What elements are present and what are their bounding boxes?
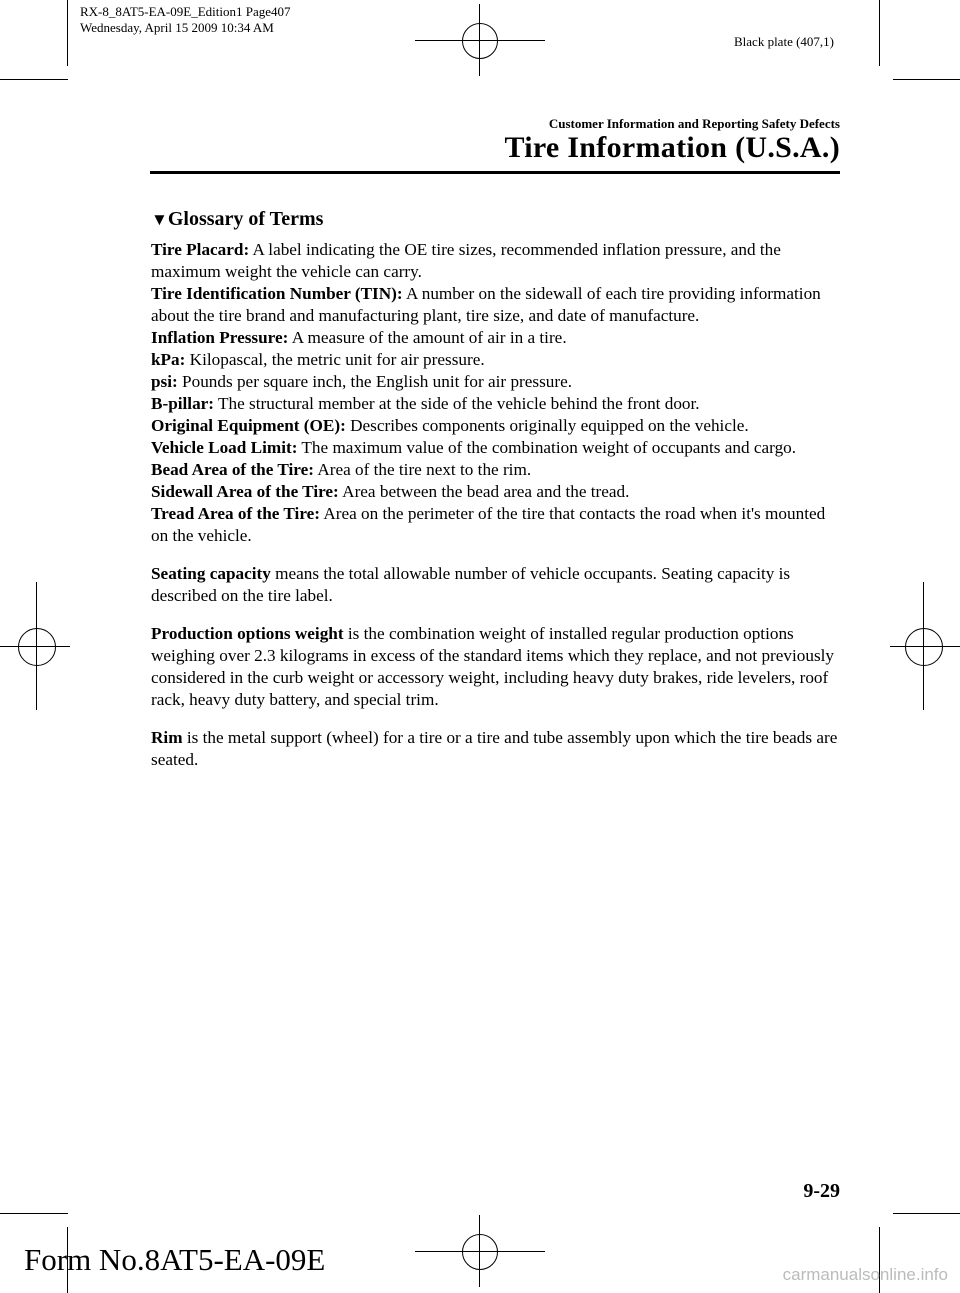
term-label: kPa: <box>151 350 186 369</box>
term-label: Rim <box>151 728 183 747</box>
main-content <box>151 208 841 771</box>
print-header-line1: RX-8_8AT5-EA-09E_Edition1 Page407 <box>80 4 291 19</box>
term-label: psi: <box>151 372 178 391</box>
term-definition: The maximum value of the combination weight of occupants and cargo. <box>301 438 797 457</box>
glossary-entry-tin <box>151 283 841 327</box>
paragraph-seating-capacity <box>151 563 841 607</box>
watermark: carmanualsonline.info <box>782 1265 948 1284</box>
term-definition: Pounds per square inch, the English unit for air pressure. <box>182 372 573 391</box>
page-title: Tire Information (U.S.A.) <box>504 131 840 164</box>
glossary-entry-tire-placard <box>151 239 841 283</box>
term-definition: is the metal support (wheel) for a tire or a tire and tube assembly upon which the tire beads are seated. <box>151 728 838 769</box>
term-definition: Describes components originally equipped on the vehicle. <box>350 416 749 435</box>
glossary-entry-vehicle-load-limit <box>151 437 841 459</box>
term-label: Production options weight <box>151 624 344 643</box>
term-label: B-pillar: <box>151 394 215 413</box>
term-label: Inflation Pressure: <box>151 328 289 347</box>
term-label: Vehicle Load Limit: <box>151 438 298 457</box>
glossary-heading <box>151 208 841 231</box>
term-label: Tread Area of the Tire: <box>151 504 320 523</box>
term-definition: is the combination weight of installed regular production options weighing over 2.3 kilograms in excess of the standard items which they replace, and not previously considered in the curb weight or accessory weight, including heavy duty brakes, ride levelers, roof rack, heavy duty battery, and special trim. <box>151 624 835 709</box>
print-header <box>80 4 291 36</box>
term-definition: Area on the perimeter of the tire that contacts the road when it's mounted on the vehicle. <box>151 504 826 545</box>
term-definition: Area of the tire next to the rim. <box>317 460 532 479</box>
glossary-entry-b-pillar <box>151 393 841 415</box>
glossary-entry-psi <box>151 371 841 393</box>
print-header-line2: Wednesday, April 15 2009 10:34 AM <box>80 20 274 35</box>
term-label: Original Equipment (OE): <box>151 416 346 435</box>
glossary-heading-text: Glossary of Terms <box>167 208 324 230</box>
term-label: Tire Identification Number (TIN): <box>151 284 403 303</box>
glossary-entry-tread-area <box>151 503 841 547</box>
plate-label: Black plate (407,1) <box>734 34 834 49</box>
term-definition: means the total allowable number of vehicle occupants. Seating capacity is described on the tire label. <box>151 564 791 605</box>
term-definition: A measure of the amount of air in a tire. <box>291 328 567 347</box>
page-number: 9-29 <box>803 1180 840 1202</box>
glossary-list <box>151 239 841 547</box>
form-number: Form No.8AT5-EA-09E <box>24 1242 326 1277</box>
glossary-entry-bead-area <box>151 459 841 481</box>
glossary-entry-inflation-pressure <box>151 327 841 349</box>
term-label: Tire Placard: <box>151 240 250 259</box>
header-rule <box>150 171 840 174</box>
term-definition: The structural member at the side of the vehicle behind the front door. <box>218 394 700 413</box>
term-definition: A label indicating the OE tire sizes, recommended inflation pressure, and the maximum weight the vehicle can carry. <box>151 240 781 281</box>
term-label: Sidewall Area of the Tire: <box>151 482 339 501</box>
triangle-down-icon: ▼ <box>151 210 168 229</box>
term-label: Bead Area of the Tire: <box>151 460 314 479</box>
term-definition: A number on the sidewall of each tire providing information about the tire brand and manufacturing plant, tire size, and date of manufacture. <box>151 284 821 325</box>
term-definition: Area between the bead area and the tread. <box>342 482 630 501</box>
term-label: Seating capacity <box>151 564 271 583</box>
paragraph-production-options-weight <box>151 623 841 711</box>
section-title: Customer Information and Reporting Safety Defects <box>548 116 840 131</box>
term-definition: Kilopascal, the metric unit for air pressure. <box>189 350 485 369</box>
glossary-entry-sidewall-area <box>151 481 841 503</box>
glossary-entry-original-equipment <box>151 415 841 437</box>
paragraph-rim <box>151 727 841 771</box>
glossary-entry-kpa <box>151 349 841 371</box>
